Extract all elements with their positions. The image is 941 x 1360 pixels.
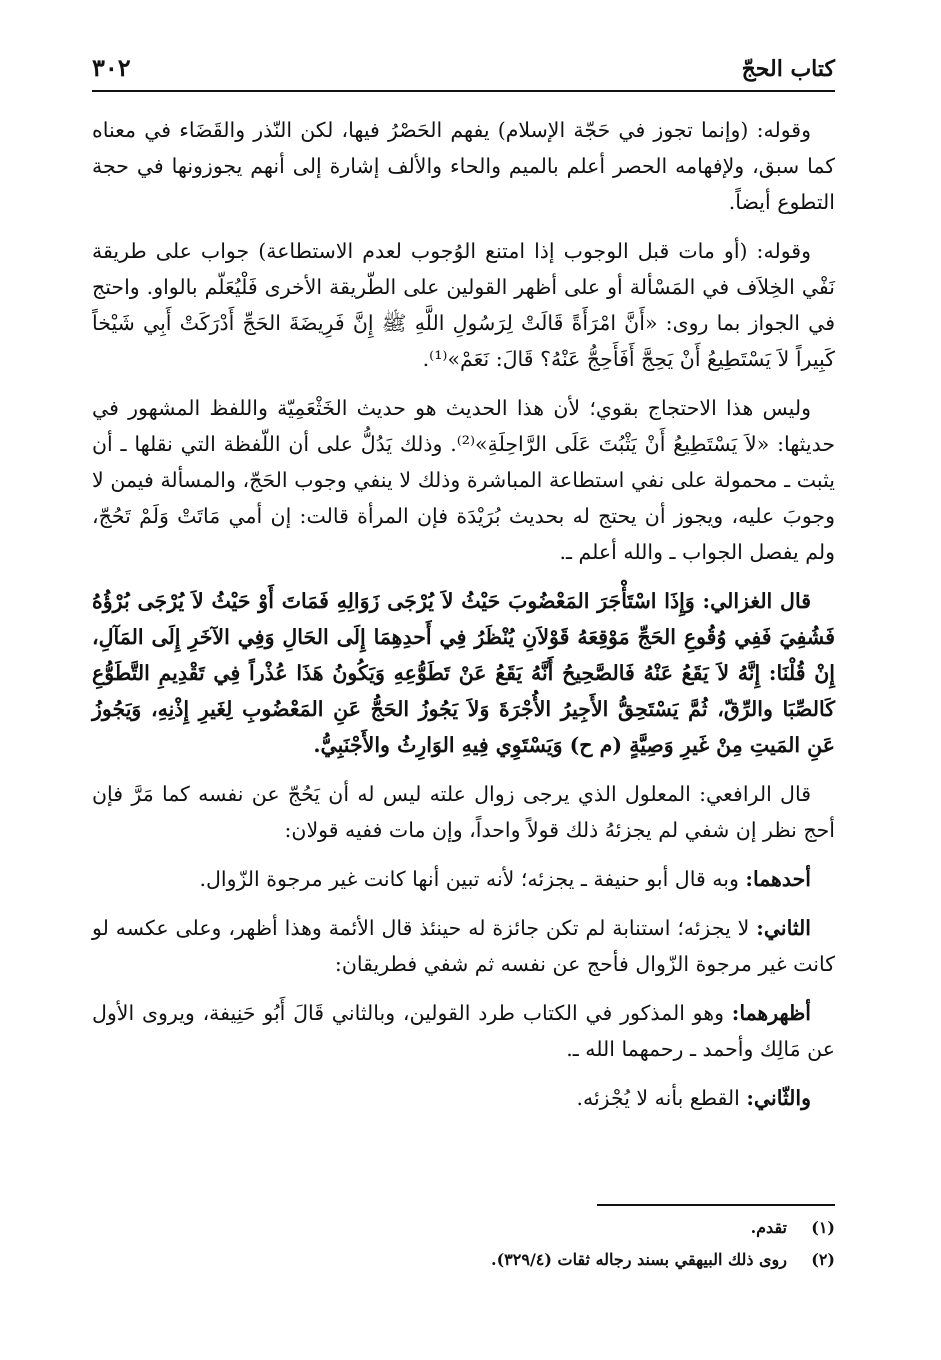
footnote-text: روى ذلك البيهقي بسند رجاله ثقات (٣٢٩/٤). bbox=[491, 1250, 787, 1269]
opinion-first-lead: أحدهما: bbox=[745, 867, 811, 891]
footnote-item bbox=[92, 1244, 835, 1276]
running-header bbox=[92, 44, 835, 92]
paragraph-1: وقوله: (وإنما تجوز في حَجّة الإسلام) يفهم الحَصْرُ فيها، لكن النّذر والقَضَاء في معناه كما سبق، ولإفهامه الحصر أعلم بالميم والحاء والألف إشارة إلى أنهم يجوزونها في حجة التطوع أيضاً. bbox=[92, 118, 835, 214]
paragraph-rafii: قال الرافعي: المعلول الذي يرجى زوال علته ليس له أن يَحُجّ عن نفسه كما مَرَّ فإن أحج نظر إن شفي لم يجزئهُ ذلك قولاً واحداً، وإن مات ففيه قولان: bbox=[92, 782, 835, 842]
page-number: ٣٠٢ bbox=[92, 53, 131, 82]
footnote-item bbox=[92, 1212, 835, 1244]
opinion-second-text: لا يجزئه؛ استنابة لم تكن جائزة له حينئذ قال الأئمة وهذا أظهر، وعلى عكسه لو كانت غير مرجوة الزّوال فأحج عن نفسه ثم شفي فطريقان: bbox=[92, 916, 835, 976]
footnotes bbox=[92, 1212, 835, 1276]
footnote-text: تقدم. bbox=[750, 1218, 787, 1237]
path-second-text: القطع بأنه لا يُجْزئه. bbox=[576, 1086, 747, 1110]
opinion-second bbox=[92, 910, 835, 982]
book-title: كتاب الحجّ bbox=[741, 56, 835, 82]
main-text bbox=[92, 112, 835, 1129]
opinion-first-text: وبه قال أبو حنيفة ـ يجزئه؛ لأنه تبين أنها كانت غير مرجوة الزّوال. bbox=[199, 867, 746, 891]
paragraph-3: وليس هذا الاحتجاج بقوي؛ لأن هذا الحديث هو حديث الخَثْعَمِيّة واللفظ المشهور في حديثها: «لاَ يَسْتَطِيعُ أَنْ يَثْبُتَ عَلَى الرَّاحِلَةِ»⁽²⁾. وذلك يَدُلُّ على أن اللّفظة التي نقلها ـ أن يثبت ـ محمولة على نفي استطاعة المباشرة وذلك لا ينفي وجوب الحَجّ، والمسألة فيمن لا وجوبَ عليه، ويجوز أن يحتج له بحديث بُرَيْدَة فإن المرأة قالت: إن أمي مَاتَتْ وَلَمْ تَحُجّ، ولم يفصل الجواب ـ والله أعلم ـ. bbox=[92, 396, 835, 564]
path-first-text: وهو المذكور في الكتاب طرد القولين، وبالثاني قَالَ أَبُو حَنِيفة، ويروى الأول عن مَالِك وأحمد ـ رحمهما الله ـ. bbox=[92, 1001, 835, 1061]
path-second bbox=[92, 1080, 835, 1116]
footnote-separator bbox=[597, 1204, 835, 1206]
paragraph-2: وقوله: (أو مات قبل الوجوب إذا امتنع الوُجوب لعدم الاستطاعة) جواب على طريقة نَفْي الخِلاَف في المَسْألة أو على أظهر القولين على الطّريقة الأخرى فَلْيُعَلّم بالواو. واحتج في الجواز بما روى: «أَنَّ امْرَأَةً قَالَتْ لِرَسُولِ اللَّهِ ﷺ إِنَّ فَرِيضَةَ الحَجِّ أَدْرَكَتْ أَبِي شَيْخاً كَبِيراً لاَ يَسْتَطِيعُ أَنْ يَحِجَّ أَفَأَحِجُّ عَنْهُ؟ قَالَ: نَعَمْ»⁽¹⁾. bbox=[92, 239, 835, 371]
footnote-number: (٢) bbox=[811, 1250, 835, 1269]
path-second-lead: والثّاني: bbox=[746, 1086, 811, 1110]
footnote-number: (١) bbox=[811, 1218, 835, 1237]
ghazali-quote: قال الغزالي: وَإِذَا اسْتَأْجَرَ المَعْضُوبَ حَيْثُ لاَ يُرْجَى زَوَالِهِ فَمَاتَ أَوْ حَيْثُ لاَ يُرْجَى بُرْؤُهُ فَشُفِيَ فَفِي وُقُوعِ الحَجِّ مَوْقِعَهُ قَوْلاَنِ يُنْظَرُ فِي أَحدِهِمَا إِلَى الحَالِ وَفِي الآخَرِ إِلَى المَآلِ، إِنْ قُلْنَا: إِنَّهُ لاَ يَقَعُ عَنْهُ فَالصَّحِيحُ أَنَّهُ يَقَعُ عَنْ تَطَوُّعِهِ وَيَكُونُ هَذَا عُذْراً فِي تَقْدِيمِ التَّطَوُّعِ كَالصِّبَا والرِّقّ، ثُمَّ يَسْتَحِقُّ الأَجِيرُ الأُجْرَةَ وَلاَ يَجُوزُ الحَجُّ عَنِ المَعْضُوبِ لِغَيرِ إِذْنِهِ، وَيَجُوزُ عَنِ المَيتِ مِنْ غَيرِ وَصِيَّةٍ (م ح) وَيَسْتَوِي فِيهِ الوَارِثُ والأَجْنَبِيُّ. bbox=[92, 589, 835, 757]
path-first bbox=[92, 995, 835, 1067]
opinion-first bbox=[92, 861, 835, 897]
opinion-second-lead: الثاني: bbox=[756, 916, 811, 940]
path-first-lead: أظهرهما: bbox=[731, 1001, 811, 1025]
